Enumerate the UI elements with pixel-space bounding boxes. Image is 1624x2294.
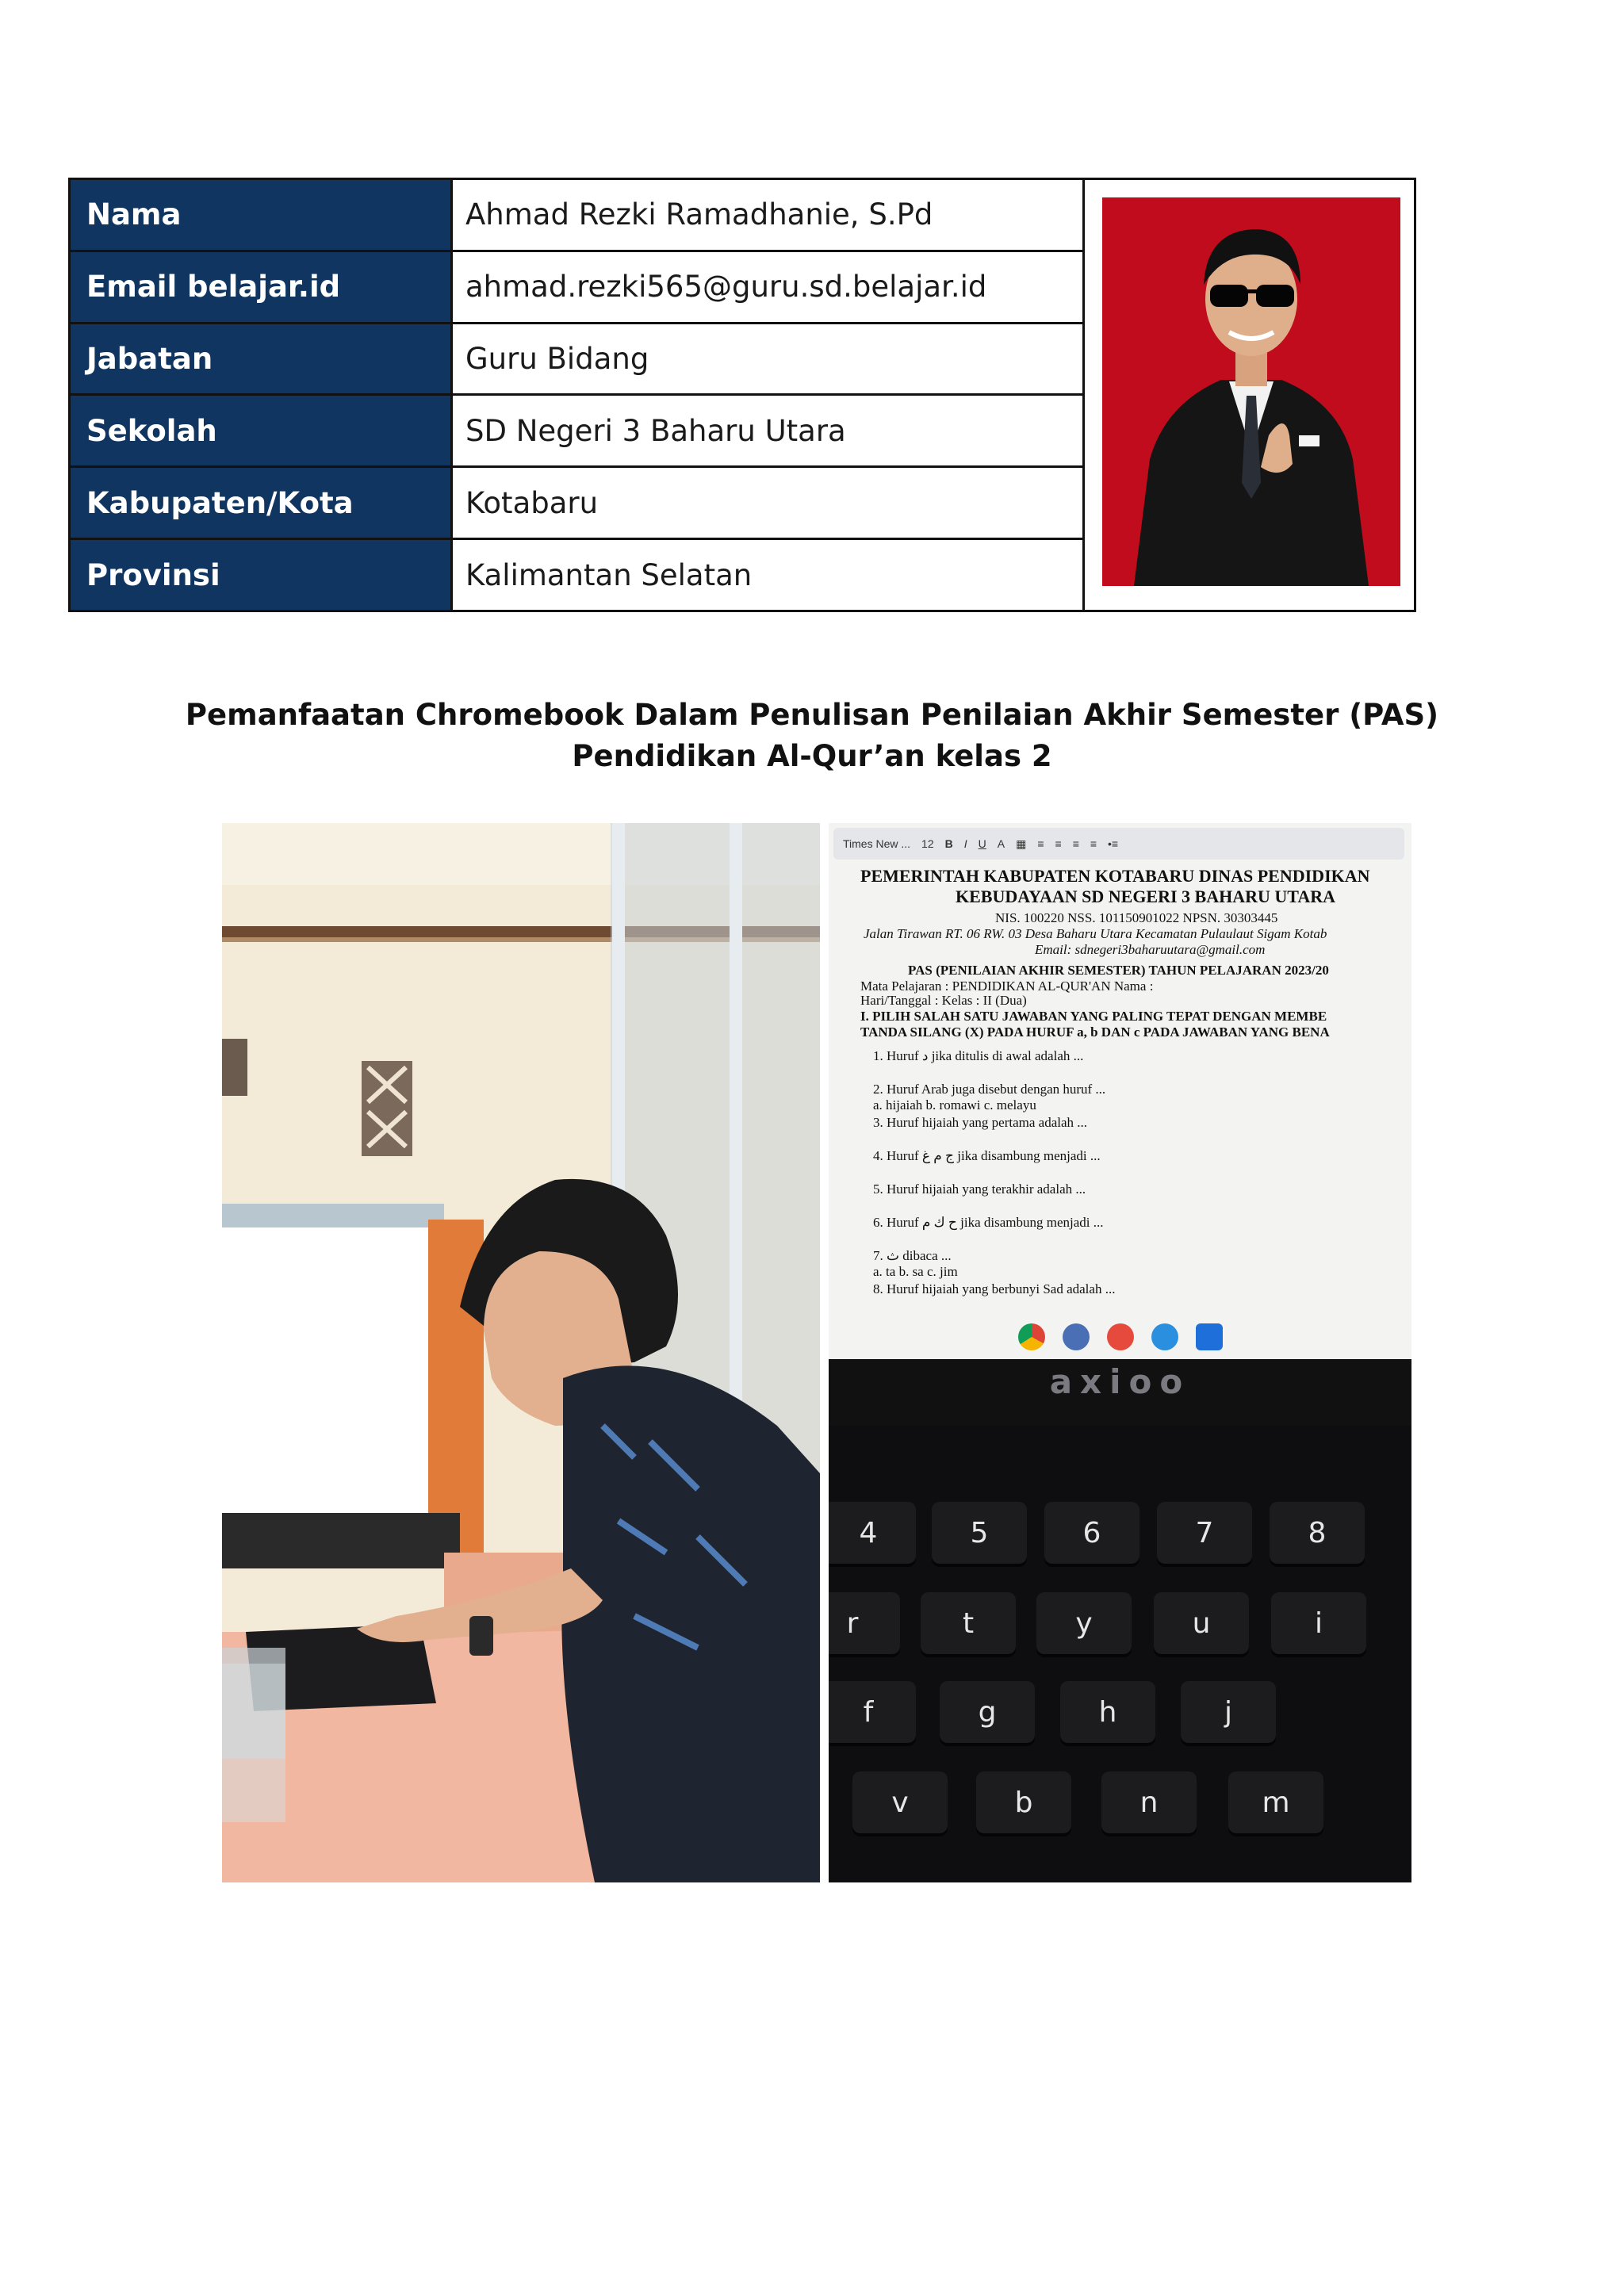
justify-icon[interactable]: ≡: [1090, 837, 1097, 850]
doc-line-12: 2. Huruf Arab juga disebut dengan huruf ...: [873, 1082, 1106, 1097]
key-i: i: [1271, 1592, 1366, 1654]
key-t: t: [921, 1592, 1016, 1654]
key-u: u: [1154, 1592, 1249, 1654]
teacher-typing-illustration: [222, 823, 820, 1882]
key-m: m: [1228, 1771, 1323, 1833]
doc-line-17: 6. Huruf ح ك م jika disambung menjadi ...: [873, 1215, 1104, 1230]
row-email: [71, 252, 1082, 324]
label-jabatan: Jabatan: [71, 324, 453, 394]
row-kabupaten: [71, 468, 1082, 540]
label-email: Email belajar.id: [71, 252, 453, 322]
doc-line-19: a. ta b. sa c. jim: [873, 1264, 958, 1279]
editor-toolbar: [833, 828, 1404, 860]
row-jabatan: [71, 324, 1082, 396]
key-r: r: [829, 1592, 900, 1654]
profile-photo: [1102, 197, 1400, 586]
highlight-icon[interactable]: ▦: [1016, 837, 1027, 850]
document-title-line-1: Pemanfaatan Chromebook Dalam Penulisan Penilaian Akhir Semester (PAS): [185, 698, 1439, 732]
camera-icon[interactable]: [1107, 1323, 1134, 1350]
laptop-brand-logo: axioo: [1049, 1362, 1191, 1401]
doc-line-14: 3. Huruf hijaiah yang pertama adalah ...: [873, 1115, 1088, 1130]
doc-line-3: NIS. 100220 NSS. 101150901022 NPSN. 30303445: [995, 910, 1278, 925]
chrome-icon[interactable]: [1018, 1323, 1045, 1350]
key-b: b: [976, 1771, 1071, 1833]
doc-line-18: 7. ث dibaca ...: [873, 1248, 952, 1263]
key-8: 8: [1270, 1502, 1365, 1564]
key-g: g: [940, 1681, 1035, 1743]
doc-line-13: a. hijaiah b. romawi c. melayu: [873, 1097, 1036, 1113]
label-provinsi: Provinsi: [71, 540, 453, 610]
doc-line-20: 8. Huruf hijaiah yang berbunyi Sad adalah ...: [873, 1281, 1116, 1296]
font-color-icon[interactable]: A: [997, 837, 1005, 850]
value-kabupaten: Kotabaru: [465, 485, 599, 520]
profile-rows: [71, 180, 1082, 610]
label-nama: Nama: [71, 180, 453, 250]
value-email: ahmad.rezki565@guru.sd.belajar.id: [465, 270, 987, 304]
doc-line-1: PEMERINTAH KABUPATEN KOTABARU DINAS PENDIDIKAN: [860, 866, 1370, 886]
label-sekolah: Sekolah: [71, 396, 453, 465]
doc-line-10: TANDA SILANG (X) PADA HURUF a, b DAN c PADA JAWABAN YANG BENA: [860, 1024, 1330, 1040]
key-f: f: [829, 1681, 916, 1743]
value-sekolah: SD Negeri 3 Baharu Utara: [465, 413, 846, 448]
bold-icon[interactable]: B: [944, 837, 953, 850]
key-h: h: [1060, 1681, 1155, 1743]
row-sekolah: [71, 396, 1082, 468]
photo-laptop-screen: [829, 823, 1411, 1882]
meet-icon[interactable]: [1151, 1323, 1178, 1350]
key-4: 4: [829, 1502, 916, 1564]
value-jabatan: Guru Bidang: [465, 342, 649, 377]
key-v: v: [852, 1771, 948, 1833]
value-nama: Ahmad Rezki Ramadhanie, S.Pd: [465, 197, 933, 232]
doc-line-16: 5. Huruf hijaiah yang terakhir adalah ...: [873, 1181, 1086, 1197]
doc-line-9: I. PILIH SALAH SATU JAWABAN YANG PALING TEPAT DENGAN MEMBE: [860, 1009, 1327, 1024]
key-j: j: [1181, 1681, 1276, 1743]
doc-line-6: PAS (PENILAIAN AKHIR SEMESTER) TAHUN PELAJARAN 2023/20: [908, 963, 1329, 978]
underline-icon[interactable]: U: [978, 837, 986, 850]
align-right-icon[interactable]: ≡: [1072, 837, 1079, 850]
keyboard: [829, 1426, 1411, 1882]
doc-line-5: Email: sdnegeri3baharuutara@gmail.com: [1035, 942, 1266, 957]
doc-line-8: Hari/Tanggal : Kelas : II (Dua): [860, 993, 1027, 1008]
row-nama: [71, 180, 1082, 252]
doc-line-4: Jalan Tirawan RT. 06 RW. 03 Desa Baharu Utara Kecamatan Pulaulaut Sigam Kotab: [864, 926, 1327, 941]
align-center-icon[interactable]: ≡: [1055, 837, 1062, 850]
label-kabupaten: Kabupaten/Kota: [71, 468, 453, 538]
font-name-select[interactable]: Times New ...: [843, 837, 911, 850]
bullet-list-icon[interactable]: •≡: [1108, 837, 1119, 850]
doc-line-2: KEBUDAYAAN SD NEGERI 3 BAHARU UTARA: [956, 887, 1335, 906]
taskbar: [829, 1315, 1411, 1359]
files-icon[interactable]: [1196, 1323, 1223, 1350]
photo-teacher-typing: [222, 823, 820, 1882]
font-size-select[interactable]: 12: [921, 837, 934, 850]
italic-icon[interactable]: I: [963, 837, 967, 850]
doc-line-7: Mata Pelajaran : PENDIDIKAN AL-QUR'AN Nama :: [860, 978, 1154, 994]
value-provinsi: Kalimantan Selatan: [465, 557, 753, 592]
profile-table: [68, 178, 1416, 612]
key-5: 5: [932, 1502, 1027, 1564]
profile-photo-illustration: [1102, 197, 1400, 586]
document-title-line-2: Pendidikan Al-Qur’an kelas 2: [572, 739, 1052, 773]
key-y: y: [1036, 1592, 1132, 1654]
photo-cell: [1082, 180, 1414, 610]
doc-line-15: 4. Huruf ج م غ jika disambung menjadi ...: [873, 1148, 1101, 1163]
align-left-icon[interactable]: ≡: [1037, 837, 1044, 850]
key-7: 7: [1157, 1502, 1252, 1564]
key-n: n: [1101, 1771, 1197, 1833]
doc-line-11: 1. Huruf د jika ditulis di awal adalah ...: [873, 1048, 1084, 1063]
row-provinsi: [71, 540, 1082, 610]
laptop-screen: [829, 823, 1411, 1359]
key-6: 6: [1044, 1502, 1139, 1564]
brush-icon[interactable]: [1063, 1323, 1090, 1350]
